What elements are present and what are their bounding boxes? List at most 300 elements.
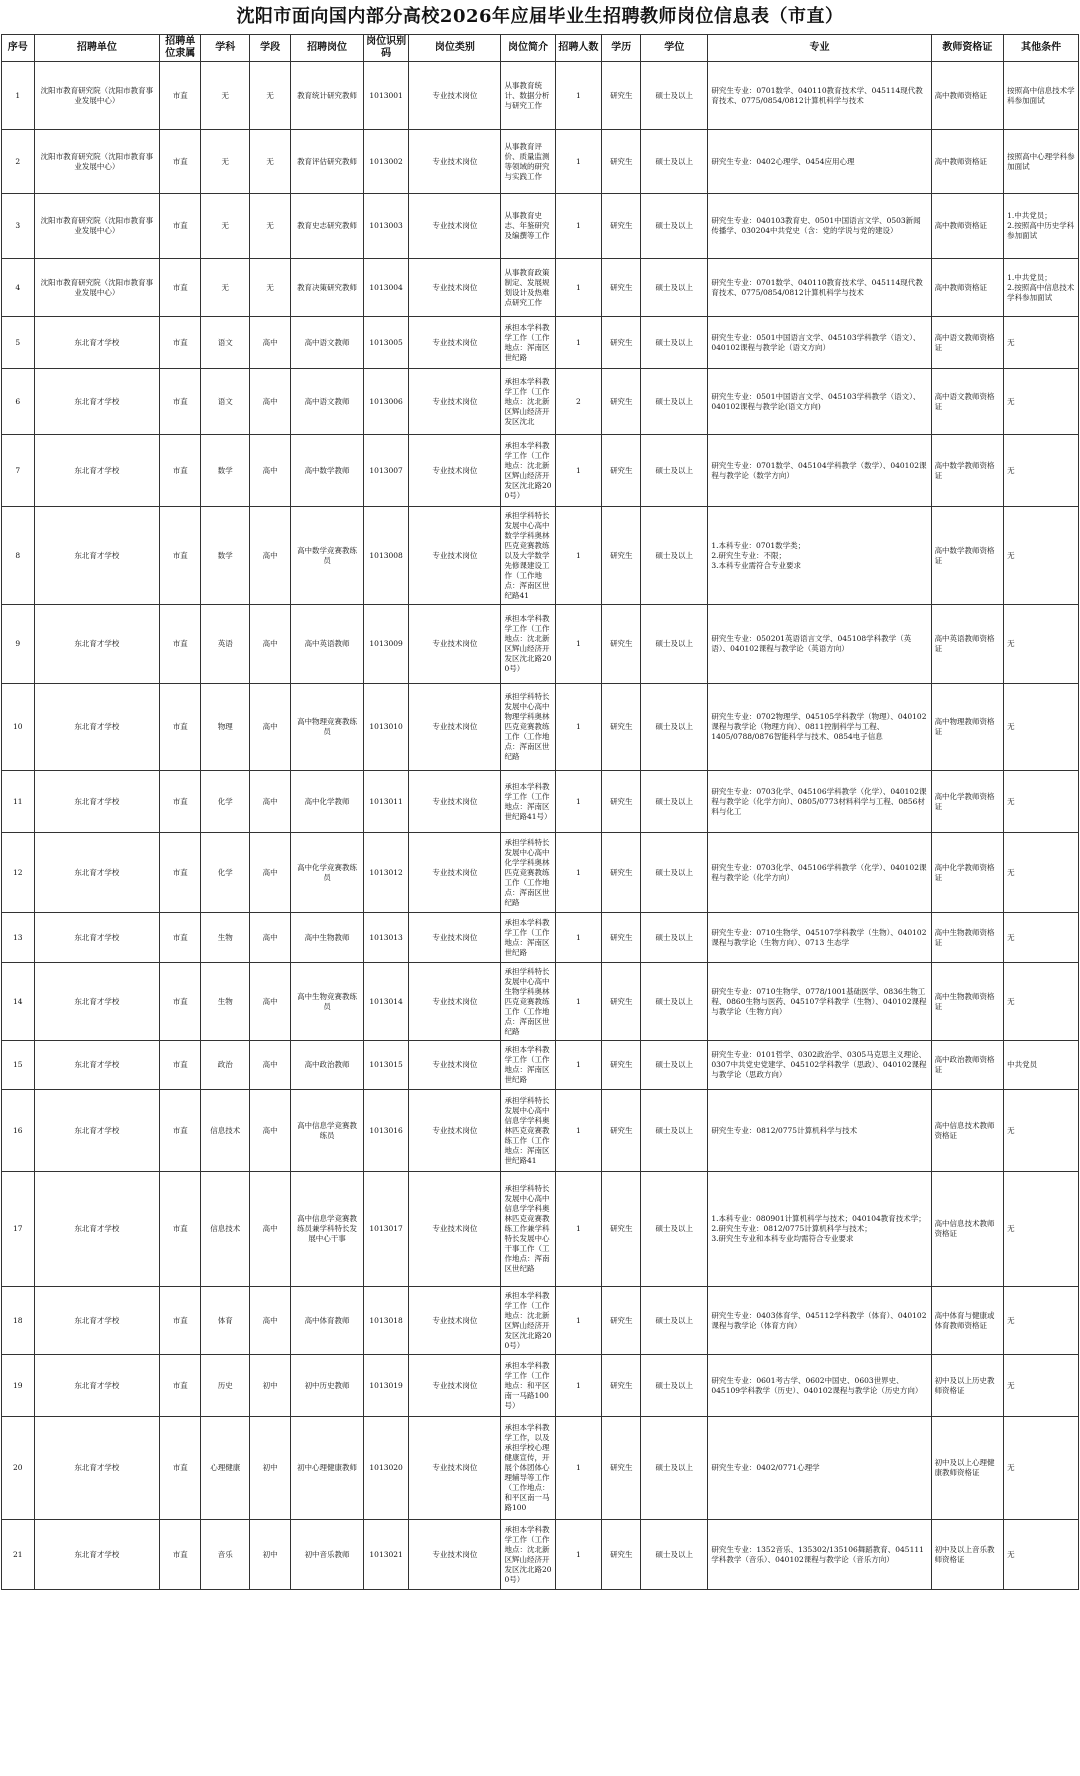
row-number-cell: 5 [2,317,35,369]
post-category-cell: 专业技术岗位 [409,1355,501,1417]
unit-affiliation-cell: 市直 [160,1355,201,1417]
row-number-cell: 4 [2,259,35,317]
post-intro-cell [501,317,555,369]
degree-cell: 硕士及以上 [641,963,708,1041]
post-code-cell: 1013013 [363,913,409,963]
unit-affiliation-cell: 市直 [160,1417,201,1520]
row-number-cell: 1 [2,62,35,130]
school-stage-cell: 无 [250,194,291,259]
subject-cell: 生物 [201,913,250,963]
post-category-cell: 专业技术岗位 [409,913,501,963]
other-conditions-cell: 按照高中信息技术学科参加面试 [1004,62,1079,130]
headcount-cell: 2 [555,369,602,435]
post-category-cell: 专业技术岗位 [409,1172,501,1287]
row-number-cell: 11 [2,771,35,833]
major-requirement-cell: 1.本科专业：080901计算机科学与技术；040104教育技术学； 2.研究生专业：0812/0775计算机科学与技术； 3.研究生专业和本科专业均需符合专业要求 [708,1172,931,1287]
recruit-unit-cell: 东北育才学校 [34,833,160,913]
post-intro-cell [501,194,555,259]
other-conditions-cell: 无 [1004,684,1079,771]
post-intro-text: 承担本学科教学工作（工作地点：沈北新区辉山经济开发区沈北 [504,376,550,426]
subject-cell: 无 [201,130,250,194]
post-name-cell: 教育评估研究教师 [291,130,364,194]
row-number-cell: 19 [2,1355,35,1417]
unit-affiliation-cell: 市直 [160,684,201,771]
col-header-no: 序号 [2,35,35,62]
education-cell: 研究生 [602,369,641,435]
subject-cell: 历史 [201,1355,250,1417]
subject-cell: 无 [201,259,250,317]
unit-affiliation-cell: 市直 [160,130,201,194]
post-category-cell: 专业技术岗位 [409,684,501,771]
recruit-unit-cell: 沈阳市教育研究院（沈阳市教育事业发展中心） [34,194,160,259]
headcount-cell: 1 [555,605,602,684]
degree-cell: 硕士及以上 [641,435,708,507]
recruit-unit-cell: 东北育才学校 [34,1355,160,1417]
post-code-cell: 1013008 [363,507,409,605]
degree-cell: 硕士及以上 [641,507,708,605]
degree-cell: 硕士及以上 [641,259,708,317]
teacher-certificate-cell: 高中生物教师资格证 [931,963,1004,1041]
education-cell: 研究生 [602,913,641,963]
post-intro-cell [501,1287,555,1355]
post-name-cell: 高中化学教师 [291,771,364,833]
other-conditions-cell: 无 [1004,317,1079,369]
school-stage-cell: 无 [250,259,291,317]
major-requirement-cell: 研究生专业：0702物理学、045105学科教学（物理）、040102课程与教学论（物理方向）、0811控制科学与工程、1405/0788/0876智能科学与技术、0854电子信息 [708,684,931,771]
post-intro-cell [501,1172,555,1287]
headcount-cell: 1 [555,435,602,507]
col-header-affil: 招聘单位隶属 [160,35,201,62]
school-stage-cell: 高中 [250,317,291,369]
unit-affiliation-cell: 市直 [160,194,201,259]
post-name-cell: 高中政治教师 [291,1041,364,1090]
post-intro-cell [501,1090,555,1172]
page-title: 沈阳市面向国内部分高校2026年应届毕业生招聘教师岗位信息表（市直） [236,6,844,27]
other-conditions-cell: 无 [1004,435,1079,507]
post-name-cell: 教育史志研究教师 [291,194,364,259]
unit-affiliation-cell: 市直 [160,1520,201,1590]
col-header-cert: 教师资格证 [931,35,1004,62]
post-intro-cell [501,507,555,605]
col-header-edu: 学历 [602,35,641,62]
teacher-certificate-cell: 高中数学教师资格证 [931,435,1004,507]
row-number-cell: 8 [2,507,35,605]
headcount-cell: 1 [555,1172,602,1287]
education-cell: 研究生 [602,1355,641,1417]
header-row [2,35,1079,62]
recruit-unit-cell: 东北育才学校 [34,963,160,1041]
post-category-cell: 专业技术岗位 [409,1090,501,1172]
post-name-cell: 教育决策研究教师 [291,259,364,317]
degree-cell: 硕士及以上 [641,684,708,771]
school-stage-cell: 高中 [250,1041,291,1090]
post-intro-text: 承担本学科教学工作（工作地点：浑南区世纪路 [504,917,550,957]
post-code-cell: 1013005 [363,317,409,369]
subject-cell: 无 [201,62,250,130]
school-stage-cell: 高中 [250,684,291,771]
headcount-cell: 1 [555,1090,602,1172]
post-category-cell: 专业技术岗位 [409,963,501,1041]
headcount-cell: 1 [555,963,602,1041]
col-header-unit: 招聘单位 [34,35,160,62]
unit-affiliation-cell: 市直 [160,963,201,1041]
row-number-cell: 13 [2,913,35,963]
teacher-certificate-cell: 高中教师资格证 [931,194,1004,259]
teacher-certificate-cell: 高中生物教师资格证 [931,913,1004,963]
other-conditions-cell: 无 [1004,1355,1079,1417]
col-header-intro: 岗位简介 [501,35,555,62]
teacher-certificate-cell: 高中数学教师资格证 [931,507,1004,605]
education-cell: 研究生 [602,684,641,771]
row-number-cell: 17 [2,1172,35,1287]
degree-cell: 硕士及以上 [641,605,708,684]
table-row [2,605,1079,684]
other-conditions-cell: 按照高中心理学科参加面试 [1004,130,1079,194]
post-code-cell: 1013017 [363,1172,409,1287]
unit-affiliation-cell: 市直 [160,605,201,684]
degree-cell: 硕士及以上 [641,194,708,259]
post-intro-text: 承担本学科教学工作，以及承担学校心理健康宣传，开展个体团体心理辅导等工作（工作地点：和平区南一马路100 [504,1423,550,1512]
teacher-certificate-cell: 高中教师资格证 [931,259,1004,317]
table-row [2,771,1079,833]
post-category-cell: 专业技术岗位 [409,1041,501,1090]
unit-affiliation-cell: 市直 [160,259,201,317]
post-intro-text: 承担学科特长发展中心高中信息学学科奥林匹克竞赛教练工作（工作地点：浑南区世纪路41 [504,1095,550,1165]
subject-cell: 信息技术 [201,1090,250,1172]
post-category-cell: 专业技术岗位 [409,194,501,259]
degree-cell: 硕士及以上 [641,130,708,194]
row-number-cell: 7 [2,435,35,507]
teacher-certificate-cell: 初中及以上历史教师资格证 [931,1355,1004,1417]
col-header-category: 岗位类别 [409,35,501,62]
col-header-count: 招聘人数 [555,35,602,62]
post-intro-text: 承担本学科教学工作（工作地点：沈北新区辉山经济开发区沈北路200号） [504,1290,552,1350]
post-code-cell: 1013009 [363,605,409,684]
subject-cell: 无 [201,194,250,259]
teacher-certificate-cell: 高中信息技术教师资格证 [931,1090,1004,1172]
table-row [2,1172,1079,1287]
other-conditions-cell: 1.中共党员； 2.按照高中信息技术学科参加面试 [1004,259,1079,317]
post-code-cell: 1013004 [363,259,409,317]
post-intro-cell [501,963,555,1041]
post-intro-cell [501,605,555,684]
post-category-cell: 专业技术岗位 [409,1417,501,1520]
post-code-cell: 1013015 [363,1041,409,1090]
post-name-cell: 初中心理健康教师 [291,1417,364,1520]
subject-cell: 语文 [201,317,250,369]
headcount-cell: 1 [555,259,602,317]
recruit-unit-cell: 东北育才学校 [34,435,160,507]
teacher-certificate-cell: 高中信息技术教师资格证 [931,1172,1004,1287]
post-code-cell: 1013007 [363,435,409,507]
post-code-cell: 1013014 [363,963,409,1041]
post-code-cell: 1013021 [363,1520,409,1590]
teacher-certificate-cell: 高中化学教师资格证 [931,771,1004,833]
education-cell: 研究生 [602,435,641,507]
major-requirement-cell: 研究生专业：0403体育学、045112学科教学（体育）、040102课程与教学论（体育方向） [708,1287,931,1355]
post-code-cell: 1013019 [363,1355,409,1417]
post-category-cell: 专业技术岗位 [409,259,501,317]
post-intro-cell [501,833,555,913]
post-category-cell: 专业技术岗位 [409,435,501,507]
major-requirement-cell: 研究生专业：0703化学、045106学科教学（化学）、040102课程与教学论（化学方向） [708,833,931,913]
education-cell: 研究生 [602,1520,641,1590]
post-name-cell: 高中语文教师 [291,317,364,369]
major-requirement-cell: 研究生专业：0703化学、045106学科教学（化学）、040102课程与教学论（化学方向）、0805/0773材料科学与工程、0856材料与化工 [708,771,931,833]
post-name-cell: 高中物理竞赛教练员 [291,684,364,771]
post-category-cell: 专业技术岗位 [409,833,501,913]
row-number-cell: 14 [2,963,35,1041]
school-stage-cell: 初中 [250,1520,291,1590]
teacher-certificate-cell: 高中体育与健康或体育教师资格证 [931,1287,1004,1355]
education-cell: 研究生 [602,963,641,1041]
table-row [2,1355,1079,1417]
row-number-cell: 18 [2,1287,35,1355]
school-stage-cell: 高中 [250,369,291,435]
major-requirement-cell: 研究生专业：0812/0775计算机科学与技术 [708,1090,931,1172]
recruit-unit-cell: 沈阳市教育研究院（沈阳市教育事业发展中心） [34,62,160,130]
major-requirement-cell: 研究生专业：1352音乐、135302/135106舞蹈教育、045111学科教学（音乐）、040102课程与教学论（音乐方向） [708,1520,931,1590]
school-stage-cell: 高中 [250,1090,291,1172]
post-intro-text: 承担学科特长发展中心高中化学学科奥林匹克竞赛教练工作（工作地点：浑南区世纪路 [504,837,550,907]
table-row [2,259,1079,317]
subject-cell: 语文 [201,369,250,435]
school-stage-cell: 高中 [250,507,291,605]
post-category-cell: 专业技术岗位 [409,130,501,194]
education-cell: 研究生 [602,259,641,317]
table-row [2,507,1079,605]
major-requirement-cell: 研究生专业：0402心理学、0454应用心理 [708,130,931,194]
subject-cell: 物理 [201,684,250,771]
table-row [2,1090,1079,1172]
post-name-cell: 高中信息学竞赛教练员兼学科特长发展中心干事 [291,1172,364,1287]
row-number-cell: 2 [2,130,35,194]
post-name-cell: 高中数学竞赛教练员 [291,507,364,605]
subject-cell: 数学 [201,435,250,507]
degree-cell: 硕士及以上 [641,1041,708,1090]
col-header-subject: 学科 [201,35,250,62]
other-conditions-cell: 1.中共党员； 2.按照高中历史学科参加面试 [1004,194,1079,259]
post-intro-text: 承担本学科教学工作（工作地点：和平区南一马路100号） [504,1360,550,1410]
row-number-cell: 15 [2,1041,35,1090]
post-intro-cell [501,259,555,317]
post-intro-text: 承担本学科教学工作（工作地点：浑南区世纪路41号） [504,781,552,821]
education-cell: 研究生 [602,1041,641,1090]
headcount-cell: 1 [555,913,602,963]
major-requirement-cell: 1.本科专业：0701数学类； 2.研究生专业：不限； 3.本科专业需符合专业要求 [708,507,931,605]
major-requirement-cell: 研究生专业：040103教育史、0501中国语言文学、0503新闻传播学、030204中共党史（含：党的学说与党的建设） [708,194,931,259]
degree-cell: 硕士及以上 [641,771,708,833]
post-category-cell: 专业技术岗位 [409,605,501,684]
headcount-cell: 1 [555,194,602,259]
table-row [2,194,1079,259]
subject-cell: 体育 [201,1287,250,1355]
education-cell: 研究生 [602,1172,641,1287]
headcount-cell: 1 [555,1041,602,1090]
row-number-cell: 21 [2,1520,35,1590]
row-number-cell: 3 [2,194,35,259]
teacher-certificate-cell: 高中英语教师资格证 [931,605,1004,684]
post-code-cell: 1013002 [363,130,409,194]
post-name-cell: 教育统计研究教师 [291,62,364,130]
post-intro-text: 承担本学科教学工作（工作地点：浑南区世纪路 [504,1045,550,1084]
degree-cell: 硕士及以上 [641,1090,708,1172]
major-requirement-cell: 研究生专业：0701数学、045104学科教学（数学）、040102课程与教学论（数学方向） [708,435,931,507]
post-intro-text: 承担本学科教学工作（工作地点：沈北新区辉山经济开发区沈北路200号） [504,1524,552,1584]
unit-affiliation-cell: 市直 [160,1287,201,1355]
headcount-cell: 1 [555,1520,602,1590]
degree-cell: 硕士及以上 [641,1520,708,1590]
row-number-cell: 12 [2,833,35,913]
recruit-unit-cell: 东北育才学校 [34,317,160,369]
headcount-cell: 1 [555,1287,602,1355]
headcount-cell: 1 [555,1355,602,1417]
post-intro-text: 承担学科特长发展中心高中生物学科奥林匹克竞赛教练工作（工作地点：浑南区世纪路 [504,966,550,1036]
recruit-unit-cell: 东北育才学校 [34,1417,160,1520]
degree-cell: 硕士及以上 [641,62,708,130]
post-name-cell: 初中音乐教师 [291,1520,364,1590]
recruit-unit-cell: 东北育才学校 [34,1172,160,1287]
row-number-cell: 6 [2,369,35,435]
school-stage-cell: 高中 [250,605,291,684]
post-name-cell: 高中体育教师 [291,1287,364,1355]
other-conditions-cell: 无 [1004,963,1079,1041]
education-cell: 研究生 [602,1090,641,1172]
unit-affiliation-cell: 市直 [160,1172,201,1287]
table-row [2,130,1079,194]
col-header-stage: 学段 [250,35,291,62]
post-category-cell: 专业技术岗位 [409,1287,501,1355]
degree-cell: 硕士及以上 [641,1287,708,1355]
post-intro-text: 承担本学科教学工作（工作地点：浑南区世纪路 [504,322,550,362]
headcount-cell: 1 [555,130,602,194]
post-code-cell: 1013016 [363,1090,409,1172]
post-code-cell: 1013006 [363,369,409,435]
post-intro-cell [501,62,555,130]
degree-cell: 硕士及以上 [641,1355,708,1417]
education-cell: 研究生 [602,833,641,913]
education-cell: 研究生 [602,62,641,130]
unit-affiliation-cell: 市直 [160,507,201,605]
col-header-degree: 学位 [641,35,708,62]
post-intro-cell [501,1520,555,1590]
school-stage-cell: 高中 [250,833,291,913]
post-name-cell: 初中历史教师 [291,1355,364,1417]
recruit-unit-cell: 东北育才学校 [34,1041,160,1090]
subject-cell: 信息技术 [201,1172,250,1287]
degree-cell: 硕士及以上 [641,833,708,913]
post-code-cell: 1013020 [363,1417,409,1520]
post-category-cell: 专业技术岗位 [409,507,501,605]
post-intro-text: 从事教育评价、质量监测等领域的研究与实践工作 [504,141,550,181]
recruit-unit-cell: 东北育才学校 [34,1287,160,1355]
headcount-cell: 1 [555,833,602,913]
headcount-cell: 1 [555,317,602,369]
school-stage-cell: 初中 [250,1417,291,1520]
major-requirement-cell: 研究生专业：0710生物学、045107学科教学（生物）、040102课程与教学论（生物方向）、0713 生态学 [708,913,931,963]
subject-cell: 生物 [201,963,250,1041]
recruit-unit-cell: 东北育才学校 [34,771,160,833]
table-row [2,1287,1079,1355]
post-intro-cell [501,435,555,507]
col-header-post: 招聘岗位 [291,35,364,62]
post-name-cell: 高中信息学竞赛教练员 [291,1090,364,1172]
school-stage-cell: 高中 [250,913,291,963]
post-intro-text: 承担本学科教学工作（工作地点：沈北新区辉山经济开发区沈北路200号） [504,614,552,673]
recruit-unit-cell: 东北育才学校 [34,913,160,963]
degree-cell: 硕士及以上 [641,317,708,369]
recruitment-table [1,34,1079,1590]
post-category-cell: 专业技术岗位 [409,1520,501,1590]
post-code-cell: 1013010 [363,684,409,771]
teacher-certificate-cell: 高中物理教师资格证 [931,684,1004,771]
other-conditions-cell: 无 [1004,1090,1079,1172]
col-header-other: 其他条件 [1004,35,1079,62]
other-conditions-cell: 无 [1004,771,1079,833]
major-requirement-cell: 研究生专业：0601考古学、0602中国史、0603世界史、045109学科教学（历史）、040102课程与教学论（历史方向） [708,1355,931,1417]
subject-cell: 政治 [201,1041,250,1090]
other-conditions-cell: 无 [1004,913,1079,963]
teacher-certificate-cell: 高中教师资格证 [931,130,1004,194]
other-conditions-cell: 无 [1004,833,1079,913]
recruit-unit-cell: 东北育才学校 [34,684,160,771]
post-name-cell: 高中语文教师 [291,369,364,435]
table-row [2,913,1079,963]
recruit-unit-cell: 东北育才学校 [34,605,160,684]
post-name-cell: 高中英语教师 [291,605,364,684]
post-category-cell: 专业技术岗位 [409,369,501,435]
recruit-unit-cell: 东北育才学校 [34,1090,160,1172]
teacher-certificate-cell: 初中及以上心理健康教师资格证 [931,1417,1004,1520]
teacher-certificate-cell: 初中及以上音乐教师资格证 [931,1520,1004,1590]
recruit-unit-cell: 沈阳市教育研究院（沈阳市教育事业发展中心） [34,130,160,194]
post-intro-text: 从事教育史志、年鉴研究及编撰等工作 [504,211,550,240]
post-code-cell: 1013001 [363,62,409,130]
unit-affiliation-cell: 市直 [160,62,201,130]
table-row [2,1417,1079,1520]
degree-cell: 硕士及以上 [641,369,708,435]
post-code-cell: 1013003 [363,194,409,259]
unit-affiliation-cell: 市直 [160,1041,201,1090]
school-stage-cell: 无 [250,62,291,130]
school-stage-cell: 高中 [250,1172,291,1287]
major-requirement-cell: 研究生专业：0701数学、040110教育技术学、045114现代教育技术、0775/0854/0812计算机科学与技术 [708,259,931,317]
major-requirement-cell: 研究生专业：050201英语语言文学、045108学科教学（英语）、040102课程与教学论（英语方向） [708,605,931,684]
school-stage-cell: 高中 [250,771,291,833]
post-intro-text: 承担学科特长发展中心高中信息学学科奥林匹克竞赛教练工作兼学科特长发展中心干事工作（工作地点：浑南区世纪路 [504,1184,550,1273]
major-requirement-cell: 研究生专业：0701数学、040110教育技术学、045114现代教育技术、0775/0854/0812计算机科学与技术 [708,62,931,130]
recruit-unit-cell: 东北育才学校 [34,1520,160,1590]
unit-affiliation-cell: 市直 [160,771,201,833]
post-name-cell: 高中数学教师 [291,435,364,507]
post-code-cell: 1013018 [363,1287,409,1355]
row-number-cell: 16 [2,1090,35,1172]
recruit-unit-cell: 东北育才学校 [34,369,160,435]
post-intro-cell [501,369,555,435]
teacher-certificate-cell: 高中教师资格证 [931,62,1004,130]
recruit-unit-cell: 沈阳市教育研究院（沈阳市教育事业发展中心） [34,259,160,317]
post-code-cell: 1013012 [363,833,409,913]
post-code-cell: 1013011 [363,771,409,833]
unit-affiliation-cell: 市直 [160,317,201,369]
post-intro-text: 承担学科特长发展中心高中物理学科奥林匹克竞赛教练工作（工作地点：浑南区世纪路 [504,692,550,761]
unit-affiliation-cell: 市直 [160,833,201,913]
table-row [2,369,1079,435]
other-conditions-cell: 无 [1004,1417,1079,1520]
headcount-cell: 1 [555,507,602,605]
degree-cell: 硕士及以上 [641,1172,708,1287]
post-category-cell: 专业技术岗位 [409,62,501,130]
